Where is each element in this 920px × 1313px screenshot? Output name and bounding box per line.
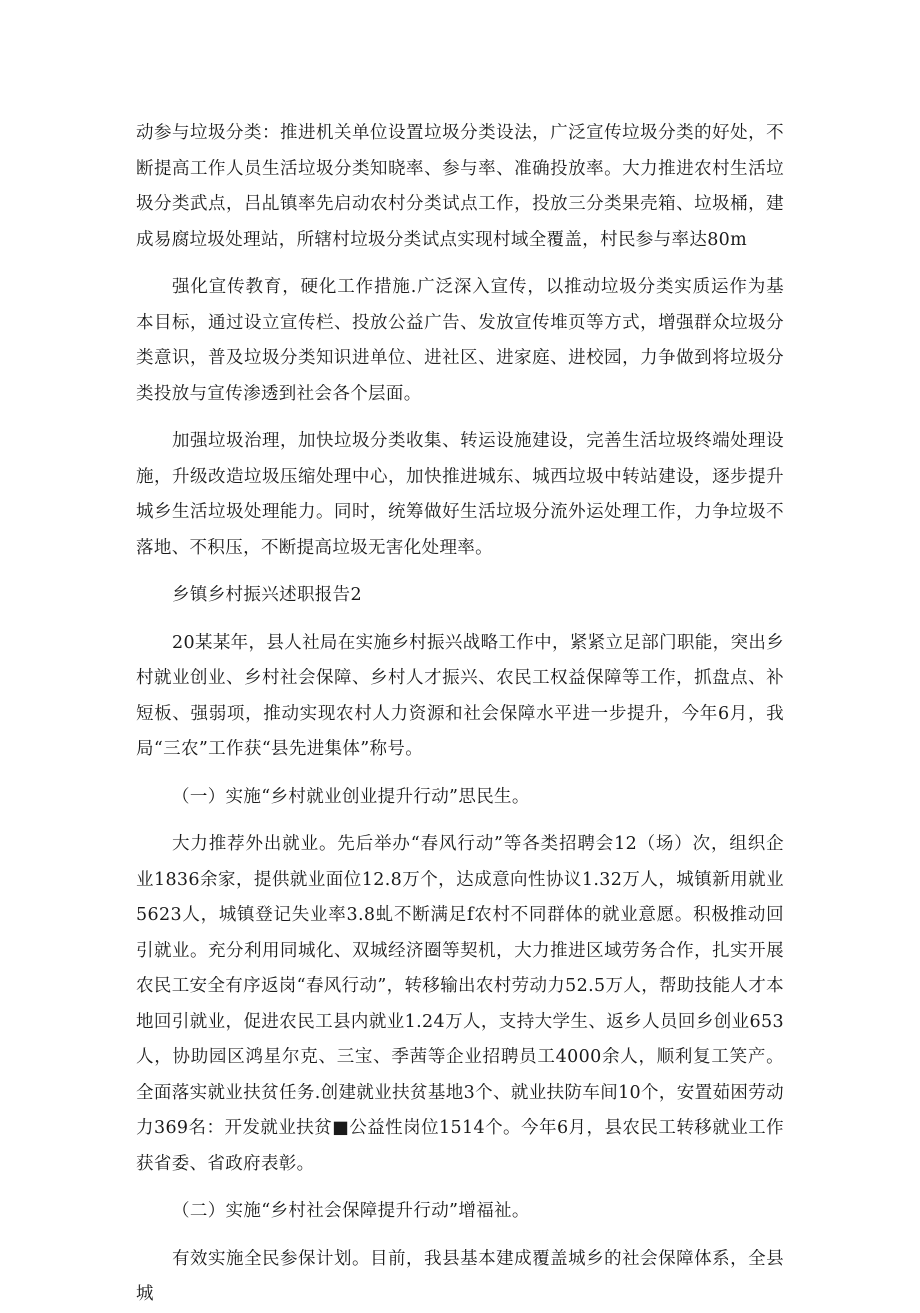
paragraph-report-intro: 20某某年，县人社局在实施乡村振兴战略工作中，紧紧立足部门职能，突出乡村就业创业、乡村社会保障、乡村人才振兴、农民工权益保障等工作，抓盘点、补短板、强弱项，推动实现农村人力资源和社会保障水平进一步提升，今年6月，我局“三农”工作获“县先进集体”称号。 (136, 632, 785, 759)
paragraph-garbage-participation: 动参与垃圾分类：推进机关单位设置垃圾分类设法，广泛宣传垃圾分类的好处，不断提高工作人员生活垃圾分类知晓率、参与率、准确投放率。大力推进农村生活垃圾分类武点，吕乩镇率先启动农村分类试点工作，投放三分类果壳箱、垃圾桶，建成易腐垃圾处理站，所辖村垃圾分类试点实现村域全覆盖，村民参与率达80m (136, 123, 784, 250)
section-heading-employment: （一）实施“乡村就业创业提升行动”思民生。 (172, 786, 530, 807)
paragraph-publicity-education: 强化宣传教育，硬化工作措施.广泛深入宣传，以推动垃圾分类实质运作为基本目标，通过设立宣传栏、投放公益广告、发放宣传堆页等方式，增强群众垃圾分类意识，普及垃圾分类知识进单位、进社区、进家庭、进校园，力争做到将垃圾分类投放与宣传渗透到社会各个层面。 (136, 277, 784, 404)
paragraph-garbage-governance: 加强垃圾治理，加快垃圾分类收集、转运设施建设，完善生活垃圾终端处理设施，升级改造垃圾压缩处理中心，加快推进城东、城西垃圾中转站建设，逐步提升城乡生活垃圾处理能力。同时，统筹做好生活垃圾分流外运处理工作，力争垃圾不落地、不积压，不断提高垃圾无害化处理率。 (136, 431, 784, 558)
section-heading-social-security: （二）实施“乡村社会保障提升行动”增福祉。 (172, 1201, 530, 1221)
paragraph-employment: 大力推荐外出就业。先后举办“春风行动”等各类招聘会12（场）次，组织企业1836余家，提供就业面位12.8万个，达成意向性协议1.32万人，城镇新用就业5623人，城镇登记失业率3.8虬不断满足f农村不同群体的就业意愿。积极推动回引就业。充分利用同城化、双城经济圈等契机，大力推进区域劳务合作，扎实开展农民工安全有序返岗“春风行动”，转移输出农村劳动力52.5万人，帮助技能人才本地回引就业，促进农民工县内就业1.24万人，支持大学生、返乡人员回乡创业653人，协助园区鸿星尔克、三宝、季茜等企业招聘员工4000余人，顺利复工笑产。全面落实就业扶贫任务.创建就业扶贫基地3个、就业扶防车间10个，安置茹困劳动力369名：开发就业扶贫■公益性岗位1514个。今年6月，县农民工转移就业工作获省委、省政府表彰。 (136, 834, 785, 1174)
paragraph-social-security: 有效实施全民参保计划。目前，我县基本建成覆盖城乡的社会保障体系，全县城 (136, 1248, 784, 1304)
document-body (136, 116, 784, 1313)
report-title: 乡镇乡村振兴述职报告2 (172, 585, 362, 605)
